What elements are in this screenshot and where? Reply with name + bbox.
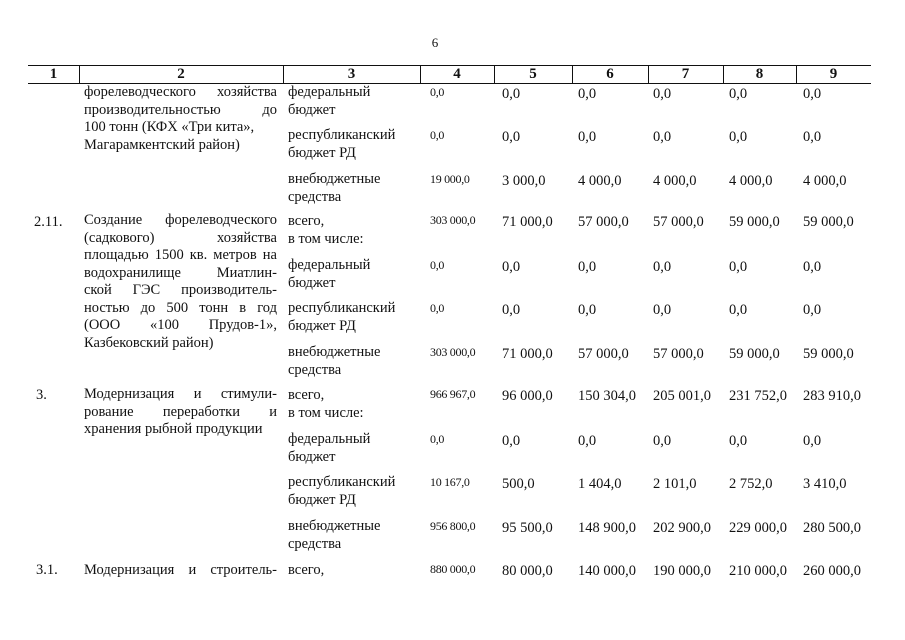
value-cell: 966 967,0 [430, 387, 476, 401]
funding-source-label: всего, в том числе: [288, 387, 364, 421]
description-line: (садкового) хозяйства [84, 229, 277, 246]
header-cell: 7 [681, 66, 690, 82]
value-cell: 231 752,0 [729, 388, 787, 404]
value-cell: 59 000,0 [729, 346, 780, 362]
value-cell: 1 404,0 [578, 476, 622, 492]
description-line: площадью 1500 кв. метров на [84, 247, 277, 263]
funding-source-label: внебюджетные средства [288, 518, 381, 552]
description-line: водохранилище Миатлин- [84, 264, 277, 281]
value-cell: 500,0 [502, 476, 535, 492]
value-cell: 150 304,0 [578, 388, 636, 404]
value-cell: 0,0 [578, 433, 597, 449]
value-cell: 57 000,0 [578, 346, 629, 362]
value-cell: 0,0 [578, 302, 597, 318]
description-line: Создание форелеводческого [84, 212, 277, 228]
value-cell: 0,0 [578, 129, 597, 145]
value-cell: 880 000,0 [430, 562, 476, 576]
value-cell: 0,0 [729, 129, 748, 145]
value-cell: 0,0 [803, 259, 822, 275]
value-cell: 0,0 [729, 433, 748, 449]
description-line: Модернизация и строитель- [84, 562, 277, 578]
value-cell: 280 500,0 [803, 520, 861, 536]
description-line: форелеводческого хозяйства [84, 84, 277, 100]
description-line: Казбековский район) [84, 334, 214, 351]
item-number: 3.1. [36, 562, 58, 578]
funding-source-label: федеральный бюджет [288, 84, 371, 118]
value-cell: 0,0 [430, 258, 445, 272]
value-cell: 57 000,0 [653, 346, 704, 362]
funding-source-label: федеральный бюджет [288, 431, 371, 465]
funding-source-label: всего, в том числе: [288, 213, 364, 247]
value-cell: 210 000,0 [729, 563, 787, 579]
value-cell: 0,0 [803, 433, 822, 449]
value-cell: 0,0 [729, 302, 748, 318]
value-cell: 0,0 [502, 302, 521, 318]
value-cell: 0,0 [502, 129, 521, 145]
value-cell: 283 910,0 [803, 388, 861, 404]
value-cell: 19 000,0 [430, 172, 470, 186]
value-cell: 0,0 [430, 301, 445, 315]
value-cell: 0,0 [803, 86, 822, 102]
value-cell: 0,0 [578, 259, 597, 275]
value-cell: 0,0 [578, 86, 597, 102]
value-cell: 0,0 [502, 433, 521, 449]
header-cell: 4 [453, 66, 461, 82]
value-cell: 71 000,0 [502, 214, 553, 230]
value-cell: 260 000,0 [803, 563, 861, 579]
value-cell: 303 000,0 [430, 213, 476, 227]
value-cell: 0,0 [653, 259, 672, 275]
item-description [84, 84, 277, 154]
funding-source-label: республиканский бюджет РД [288, 127, 396, 161]
value-cell: 10 167,0 [430, 475, 470, 489]
value-cell: 0,0 [653, 86, 672, 102]
description-line: хранения рыбной продукции [84, 421, 263, 437]
value-cell: 4 000,0 [578, 173, 622, 189]
header-cell: 3 [347, 66, 356, 82]
header-cell: 9 [829, 66, 838, 82]
value-cell: 0,0 [502, 259, 521, 275]
value-cell: 4 000,0 [653, 173, 697, 189]
description-line: рование переработки и [84, 403, 277, 420]
item-description [84, 386, 277, 439]
header-cell: 2 [177, 66, 185, 82]
funding-source-label: республиканский бюджет РД [288, 300, 396, 334]
value-cell: 4 000,0 [803, 173, 847, 189]
funding-source-label: внебюджетные средства [288, 171, 381, 205]
header-cell: 1 [49, 66, 58, 82]
description-line: производительностью до [84, 101, 277, 118]
value-cell: 0,0 [729, 259, 748, 275]
value-cell: 2 752,0 [729, 476, 773, 492]
value-cell: 956 800,0 [430, 519, 476, 533]
value-cell: 0,0 [653, 129, 672, 145]
value-cell: 3 410,0 [803, 476, 847, 492]
value-cell: 229 000,0 [729, 520, 787, 536]
description-line: (ООО «100 Прудов-1», [84, 317, 277, 333]
item-description [84, 562, 277, 580]
value-cell: 190 000,0 [653, 563, 711, 579]
value-cell: 303 000,0 [430, 345, 476, 359]
item-number: 3. [36, 387, 47, 403]
value-cell: 0,0 [430, 432, 445, 446]
description-line: Модернизация и стимули- [84, 386, 277, 402]
value-cell: 96 000,0 [502, 388, 553, 404]
value-cell: 0,0 [803, 302, 822, 318]
funding-source-label: всего, [288, 562, 325, 578]
value-cell: 59 000,0 [729, 214, 780, 230]
description-line: ской ГЭС производитель- [84, 282, 277, 298]
value-cell: 0,0 [430, 85, 445, 99]
funding-source-label: федеральный бюджет [288, 257, 371, 291]
value-cell: 71 000,0 [502, 346, 553, 362]
value-cell: 57 000,0 [653, 214, 704, 230]
value-cell: 205 001,0 [653, 388, 711, 404]
value-cell: 4 000,0 [729, 173, 773, 189]
value-cell: 59 000,0 [803, 214, 854, 230]
value-cell: 0,0 [803, 129, 822, 145]
value-cell: 59 000,0 [803, 346, 854, 362]
value-cell: 0,0 [729, 86, 748, 102]
value-cell: 140 000,0 [578, 563, 636, 579]
value-cell: 80 000,0 [502, 563, 553, 579]
value-cell: 202 900,0 [653, 520, 711, 536]
description-line: Магарамкентский район) [84, 136, 240, 153]
value-cell: 0,0 [653, 302, 672, 318]
description-line: ностью до 500 тонн в год [84, 299, 277, 316]
header-cell: 6 [606, 66, 614, 82]
value-cell: 57 000,0 [578, 214, 629, 230]
value-cell: 148 900,0 [578, 520, 636, 536]
value-cell: 2 101,0 [653, 476, 697, 492]
page-number: 6 [431, 35, 439, 50]
value-cell: 0,0 [430, 128, 445, 142]
value-cell: 0,0 [502, 86, 521, 102]
item-number: 2.11. [34, 214, 63, 230]
funding-source-label: внебюджетные средства [288, 344, 381, 378]
value-cell: 95 500,0 [502, 520, 553, 536]
header-cell: 5 [529, 66, 537, 82]
value-cell: 0,0 [653, 433, 672, 449]
funding-source-label: республиканский бюджет РД [288, 474, 396, 508]
header-cell: 8 [755, 66, 764, 82]
description-line: 100 тонн (КФХ «Три кита», [84, 119, 255, 135]
item-description [84, 212, 277, 352]
value-cell: 3 000,0 [502, 173, 546, 189]
